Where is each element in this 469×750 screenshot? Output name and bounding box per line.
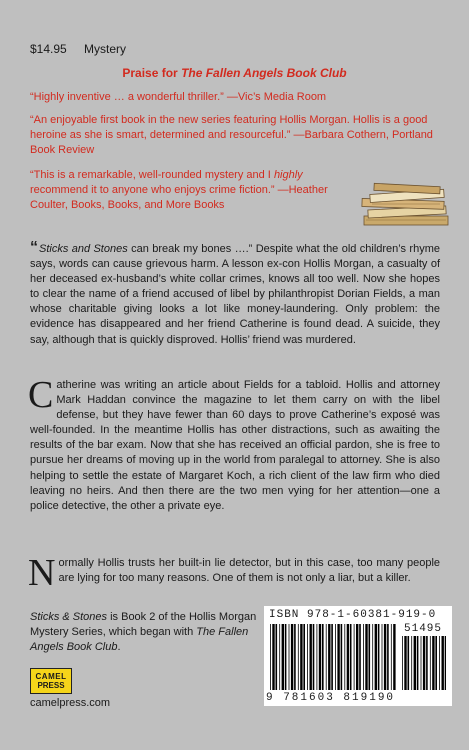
- review-quote-3: [30, 168, 360, 213]
- series-middle-text: is Book 2 of the Hollis Morgan Mystery Series, which began with: [30, 611, 257, 638]
- praise-heading-prefix: Praise for: [122, 66, 182, 80]
- isbn-text: ISBN 978-1-60381-919-0: [269, 609, 437, 621]
- genre-label: Mystery: [84, 42, 127, 56]
- series-book-title: Sticks & Stones: [30, 611, 108, 623]
- review-quote-3-emphasis: highly: [273, 169, 303, 181]
- synopsis-paragraph-1-text: can break my bones ….” Despite what the old children’s rhyme says, words can cause grievous harm. A lesson ex-con Hollis Morgan, a casualty of her deceased ex-husband’s white collar crimes, knows all too well. Now she hopes to clear the name of a friend accused of libel by philanthropist Dorian Fields, a man whose charitable giving looks a lot like money-laundering. Only problem: the evidence has disappeared and her friend Catherine is found dead. A suicide, they say, although that is quickly disproved. Hollis’ friend was murdered.: [30, 243, 440, 346]
- review-quote-1: “Highly inventive … a wonderful thriller.” —Vic’s Media Room: [30, 91, 327, 103]
- barcode-panel: [264, 606, 452, 706]
- series-end: .: [117, 641, 121, 653]
- series-first-book: The Fallen Angels Book Club: [30, 626, 249, 653]
- logo-line-2: PRESS: [37, 681, 65, 690]
- drop-cap-c: C: [28, 374, 54, 416]
- review-quote-2: “An enjoyable first book in the new series featuring Hollis Morgan. Hollis is a good heroine as she is smart, determined and resourceful.” —Barbara Cothern, Portland Book Review: [30, 114, 433, 156]
- review-quote-3-before: “This is a remarkable, well-rounded mystery and I: [30, 169, 274, 181]
- publisher-website: camelpress.com: [30, 697, 111, 709]
- synopsis-paragraph-3-text: ormally Hollis trusts her built-in lie detector, but in this case, too many people are lying for too many reasons. One of them is not only a liar, but a killer.: [58, 557, 440, 585]
- supplement-barcode: [402, 636, 446, 690]
- opening-quote-mark: “: [30, 239, 38, 256]
- review-quote-3-after: recommend it to anyone who enjoys crime fiction.” —Heather Coulter, Books, Books, and More Books: [30, 184, 328, 211]
- synopsis-paragraph-1: [30, 240, 440, 348]
- logo-line-1: CAMEL: [35, 672, 67, 681]
- price-line: [30, 42, 126, 56]
- synopsis-paragraph-2: [28, 374, 440, 514]
- ean-number: 9 781603 819190: [266, 692, 396, 704]
- synopsis-paragraph-3: [28, 552, 440, 594]
- drop-cap-n: N: [28, 552, 56, 594]
- camel-press-logo: [30, 668, 72, 694]
- ean-barcode: [270, 624, 396, 690]
- synopsis-paragraph-2-text: atherine was writing an article about Fields for a tabloid. Hollis and attorney Mark Haddan convince the magazine to let them carry on with the libel defense, but they have fewer than 60 days to prove Catherine’s exposé was well-founded. In the meantime Hollis has other distractions, such as awaiting the results of the bar exam. Now that she has received an official pardon, she is free to pursue her dreams of moving up in the world from paralegal to attorney. She is also helping to settle the estate of Margaret Koch, a rich client of the law firm who died leaving no heirs. And then there are the two men vying for her attention—one a police detective, the other a private eye.: [30, 379, 440, 512]
- price-supplement-number: 51495: [404, 623, 443, 635]
- praise-heading-title: The Fallen Angels Book Club: [181, 66, 347, 80]
- price: $14.95: [30, 42, 67, 56]
- synopsis-title-ref: Sticks and Stones: [39, 243, 128, 255]
- praise-heading: [0, 66, 469, 80]
- series-note: [30, 610, 260, 655]
- stacked-books-illustration: [360, 180, 452, 228]
